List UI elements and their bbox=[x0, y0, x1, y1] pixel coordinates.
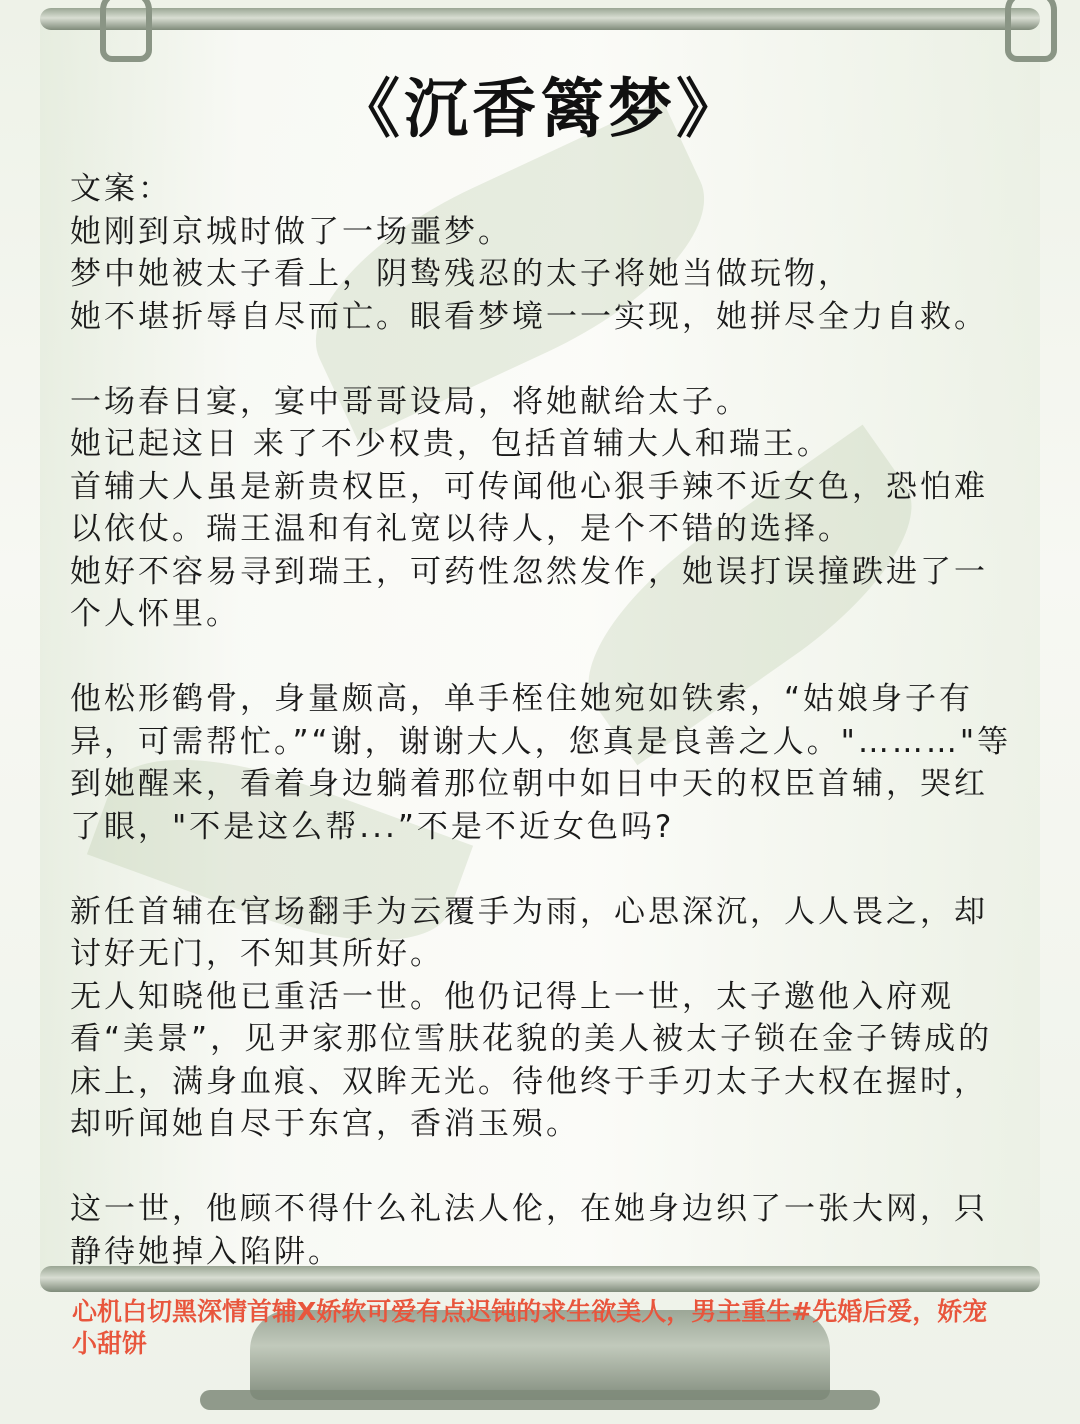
page-title: 《沉香篱梦》 bbox=[336, 73, 744, 147]
paragraph-line: 无人知晓他已重活一世。他仍记得上一世，太子邀他入府观看“美景”，见尹家那位雪肤花貌的美人被太子锁在金子铸成的床上，满身血痕、双眸无光。待他终于手刃太子大权在握时，却听闻她自尽于东宫，香消玉殒。 bbox=[70, 978, 993, 1142]
paragraph-line: 她记起这日 来了不少权贵，包括首辅大人和瑞王。 bbox=[70, 426, 831, 462]
synopsis-body bbox=[70, 168, 1015, 1273]
paragraph-line: 首辅大人虽是新贵权臣，可传闻他心狠手辣不近女色，恐怕难以依仗。瑞王温和有礼宽以待人，是个不错的选择。 bbox=[70, 468, 988, 547]
paragraph-line: 梦中她被太子看上，阴鸷残忍的太子将她当做玩物， bbox=[70, 256, 852, 292]
paragraph-line: 新任首辅在官场翻手为云覆手为雨，心思深沉，人人畏之，却讨好无门，不知其所好。 bbox=[70, 893, 988, 972]
paragraph-line: 她刚到京城时做了一场噩梦。 bbox=[70, 213, 512, 250]
tags-text: 心机白切黑深情首辅X娇软可爱有点迟钝的求生欲美人，男主重生#先婚后爱，娇宠小甜饼 bbox=[72, 1297, 988, 1358]
scroll-finial-right bbox=[1005, 0, 1057, 62]
scroll-stand-base bbox=[200, 1390, 880, 1410]
paragraph-line: 她不堪折辱自尽而亡。眼看梦境一一实现，她拼尽全力自救。 bbox=[70, 298, 988, 335]
paragraph-line: 她好不容易寻到瑞王，可药性忽然发作，她误打误撞跌进了一个人怀里。 bbox=[70, 553, 988, 632]
paragraph-line: 一场春日宴，宴中哥哥设局，将她献给太子。 bbox=[70, 383, 750, 420]
paragraph-line: 他松形鹤骨，身量颇高，单手桎住她宛如铁索，“姑娘身子有异，可需帮忙。”“谢，谢谢大人，您真是良善之人。"………"等到她醒来，看着身边躺着那位朝中如日中天的权臣首辅，哭红了眼，"不是这么帮...”不是不近女色吗? bbox=[70, 681, 1012, 845]
scroll-finial-left bbox=[100, 0, 152, 62]
paragraph-line: 这一世，他顾不得什么礼法人伦，在她身边织了一张大网，只静待她掉入陷阱。 bbox=[70, 1191, 988, 1270]
scroll-top-rod bbox=[40, 8, 1040, 30]
synopsis-label: 文案： bbox=[70, 171, 172, 207]
